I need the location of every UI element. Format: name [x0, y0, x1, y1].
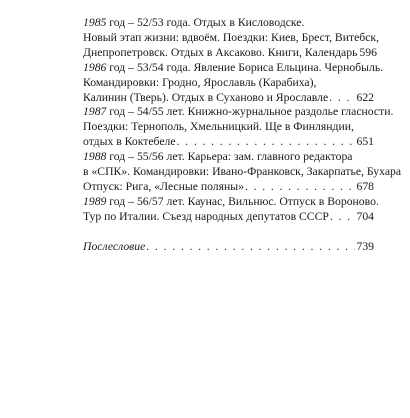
toc-line — [83, 194, 379, 210]
toc-line — [83, 60, 384, 76]
dot-leader — [146, 240, 355, 255]
toc-line — [83, 180, 374, 195]
toc-line — [83, 30, 379, 46]
page-number: 622 — [356, 90, 374, 104]
toc-entry-1985 — [83, 16, 379, 61]
entry-text: год – 52/53 года. Отдых в Кисловодске. — [106, 16, 305, 29]
entry-text: год – 53/54 года. Явление Бориса Ельцина. Чернобыль. — [106, 60, 384, 74]
entry-text: Тур по Италии. Съезд народных депутатов СССР — [83, 209, 329, 223]
page-number: 596 — [359, 45, 377, 59]
entry-text: в «СПК». Командировки: Ивано-Франковск, Закарпатье, Бухара — [83, 165, 402, 179]
toc-line — [83, 76, 374, 91]
dot-leader — [329, 91, 355, 106]
entry-text: Поездки: Тернополь, Хмельницкий. Ще в Финляндии, — [83, 120, 354, 134]
entry-text: год – 55/56 лет. Карьера: зам. главного редактора — [106, 150, 353, 164]
toc-entry-1987 — [83, 105, 394, 150]
toc-line — [83, 45, 377, 61]
entry-text: Днепропетровск. Отдых в Аксаково. Книги, Календарь — [83, 45, 358, 59]
year-label: 1986 — [83, 60, 107, 74]
dot-leader — [177, 135, 356, 150]
entry-text: Новый этап жизни: вдвоём. Поездки: Киев, Брест, Витебск, — [83, 30, 379, 44]
year-label: 1989 — [83, 194, 107, 208]
toc-line — [83, 210, 374, 225]
toc-line — [83, 105, 394, 120]
page-number: 704 — [356, 209, 374, 223]
toc-entry-1989 — [83, 194, 379, 225]
toc-line — [83, 135, 374, 150]
page-number: 678 — [356, 179, 374, 193]
entry-text: год – 54/55 лет. Книжно-журнальное раздолье гласности. — [106, 105, 394, 119]
afterword-label: Послесловие — [83, 239, 146, 253]
entry-text: Командировки: Гродно, Ярославль (Карабиха), — [83, 75, 317, 89]
year-label: 1987 — [83, 105, 107, 119]
toc-line — [83, 120, 374, 135]
toc-line — [83, 16, 374, 31]
entry-text: Отпуск: Рига, «Лесные поляны» — [83, 179, 244, 193]
toc-line — [83, 165, 402, 180]
dot-leader — [330, 210, 356, 225]
page-number: 739 — [356, 239, 374, 253]
toc-entry-1988 — [83, 150, 402, 195]
toc-line — [83, 150, 374, 165]
page-number: 651 — [356, 135, 374, 149]
toc-entry-1986 — [83, 60, 384, 106]
entry-text: Калинин (Тверь). Отдых в Суханово и Ярославле — [83, 90, 329, 104]
toc-entry-afterword — [83, 240, 374, 255]
year-label: 1985 — [83, 16, 107, 29]
entry-text: отдых в Коктебеле — [83, 135, 176, 149]
table-of-contents — [83, 16, 402, 255]
dot-leader — [245, 180, 356, 195]
toc-line — [83, 91, 374, 106]
year-label: 1988 — [83, 150, 107, 164]
toc-line — [83, 240, 374, 255]
entry-text: год – 56/57 лет. Каунас, Вильнюс. Отпуск в Вороново. — [106, 194, 379, 208]
